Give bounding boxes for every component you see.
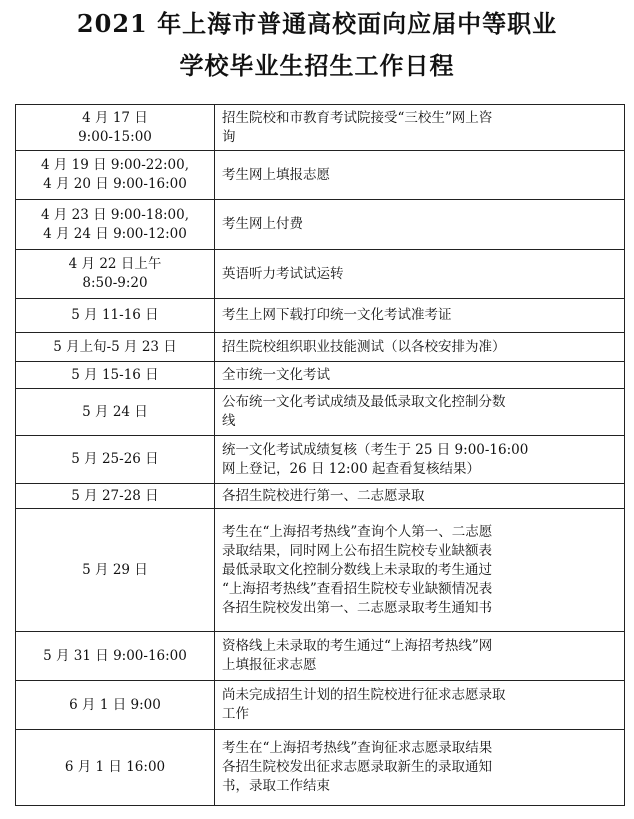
row-date: 5 月 11-16 日 [16, 299, 215, 333]
table-row [16, 151, 625, 200]
table-row [16, 436, 625, 484]
row-event: 英语听力考试试运转 [215, 250, 625, 299]
table-row [16, 105, 625, 151]
row-event: 考生在“上海招考热线”查询个人第一、二志愿 录取结果，同时网上公布招生院校专业缺额表 最低录取文化控制分数线上未录取的考生通过 “上海招考热线”查看招生院校专业缺额情况表 各招生院校发出第一、二志愿录取考生通知书 [215, 509, 625, 632]
row-date: 4 月 23 日 9:00-18:00, 4 月 24 日 9:00-12:00 [16, 200, 215, 250]
table-row [16, 730, 625, 806]
row-date: 5 月 24 日 [16, 389, 215, 436]
row-event: 招生院校和市教育考试院接受“三校生”网上咨 询 [215, 105, 625, 151]
row-date: 5 月 29 日 [16, 509, 215, 632]
table-row [16, 509, 625, 632]
row-event: 统一文化考试成绩复核（考生于 25 日 9:00-16:00 网上登记，26 日 12:00 起查看复核结果） [215, 436, 625, 484]
row-date: 4 月 17 日 9:00-15:00 [16, 105, 215, 151]
row-date: 6 月 1 日 16:00 [16, 730, 215, 806]
table-row [16, 681, 625, 730]
schedule-table [15, 104, 625, 806]
table-row [16, 484, 625, 509]
page-title-line-2: 学校毕业生招生工作日程 [179, 51, 455, 80]
page-title-line-1: 2021 年上海市普通高校面向应届中等职业 [76, 9, 558, 38]
table-row [16, 632, 625, 681]
table-row [16, 200, 625, 250]
row-date: 5 月 25-26 日 [16, 436, 215, 484]
row-date: 5 月 15-16 日 [16, 362, 215, 389]
table-row [16, 250, 625, 299]
row-date: 6 月 1 日 9:00 [16, 681, 215, 730]
row-event: 全市统一文化考试 [215, 362, 625, 389]
row-event: 资格线上未录取的考生通过“上海招考热线”网 上填报征求志愿 [215, 632, 625, 681]
table-row [16, 333, 625, 362]
row-date: 5 月 27-28 日 [16, 484, 215, 509]
row-date: 5 月上旬-5 月 23 日 [16, 333, 215, 362]
row-event: 考生网上付费 [215, 200, 625, 250]
row-event: 尚未完成招生计划的招生院校进行征求志愿录取 工作 [215, 681, 625, 730]
row-event: 考生在“上海招考热线”查询征求志愿录取结果 各招生院校发出征求志愿录取新生的录取通知 书，录取工作结束 [215, 730, 625, 806]
row-event: 各招生院校进行第一、二志愿录取 [215, 484, 625, 509]
table-row [16, 362, 625, 389]
row-date: 4 月 19 日 9:00-22:00, 4 月 20 日 9:00-16:00 [16, 151, 215, 200]
row-event: 公布统一文化考试成绩及最低录取文化控制分数 线 [215, 389, 625, 436]
row-event: 招生院校组织职业技能测试（以各校安排为准） [215, 333, 625, 362]
row-date: 4 月 22 日上午 8:50-9:20 [16, 250, 215, 299]
row-date: 5 月 31 日 9:00-16:00 [16, 632, 215, 681]
row-event: 考生上网下载打印统一文化考试准考证 [215, 299, 625, 333]
table-row [16, 389, 625, 436]
table-row [16, 299, 625, 333]
row-event: 考生网上填报志愿 [215, 151, 625, 200]
